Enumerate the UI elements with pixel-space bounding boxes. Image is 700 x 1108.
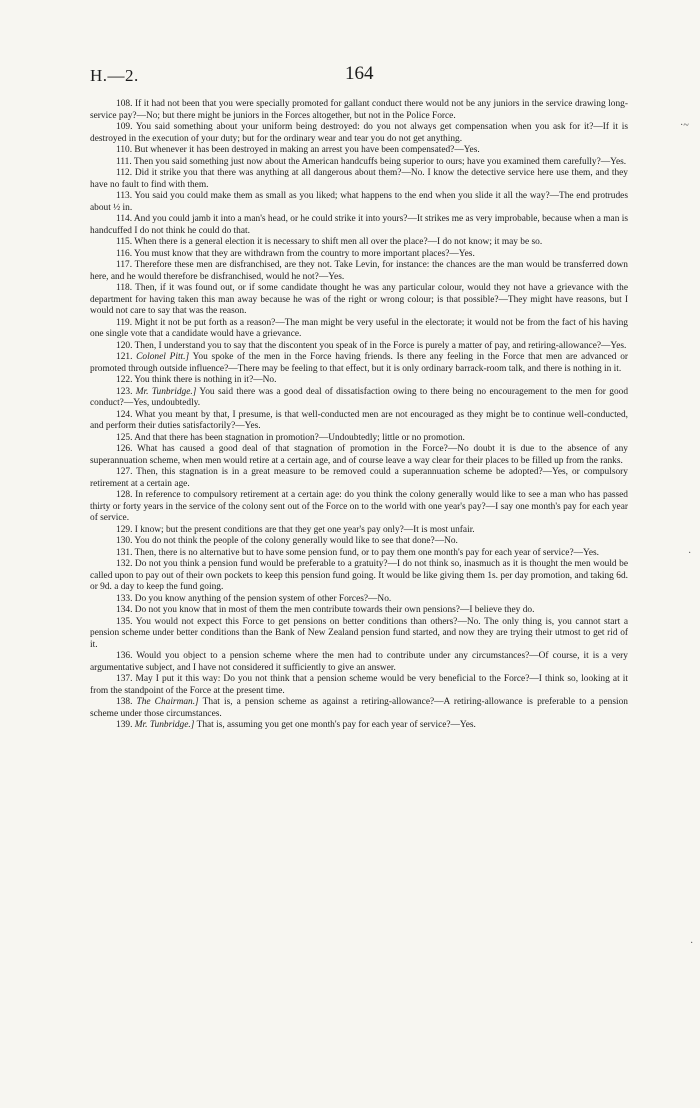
entry-text: 133. Do you know anything of the pension system of other Forces?—No. bbox=[116, 593, 392, 604]
question-answer-entry bbox=[90, 433, 628, 445]
question-answer-entry bbox=[90, 145, 628, 157]
entry-text: 125. And that there has been stagnation in promotion?—Undoubtedly; little or no promotion. bbox=[116, 432, 465, 443]
entry-text: 130. You do not think the people of the colony generally would like to see that done?—No. bbox=[116, 536, 458, 546]
page-header bbox=[90, 63, 630, 90]
entry-text: 135. You would not expect this Force to get pensions on better conditions than others?—No. The only thing is, you cannot start a pension scheme under better conditions than the Bank of New Zealand pension fund started, and now they are trying their utmost to get rid of it. bbox=[90, 616, 628, 650]
speaker-label: Mr. Tunbridge.] bbox=[134, 720, 195, 730]
entry-text: 118. Then, if it was found out, or if some candidate thought he was any particular colour, would they not have a grievance with the department for having taken this man away because he was of the right or wrong colour; is that possible?—They might have reasons, but I would not care to say that was the reason. bbox=[90, 283, 628, 316]
entry-text: 117. Therefore these men are disfranchised, are they not. Take Levin, for instance: the chances are the man would be transferred down here, and he would therefore be disfranchised, would he not?—Yes. bbox=[90, 260, 628, 282]
question-answer-entry bbox=[90, 605, 628, 617]
question-answer-entry bbox=[90, 352, 628, 375]
question-answer-entry bbox=[90, 697, 628, 720]
question-answer-entry bbox=[90, 318, 628, 341]
entry-text: 111. Then you said something just now about the American handcuffs being superior to ours; have you examined them carefully?—Yes. bbox=[116, 156, 627, 167]
entry-text: 128. In reference to compulsory retirement at a certain age: do you think the colony generally would like to see a man who has passed thirty or forty years in the service of the colony sent out of the Force on to the world with one year's pay?—I say one month's pay for each year of service. bbox=[90, 490, 628, 523]
question-number: 123. bbox=[116, 386, 133, 397]
question-answer-entry bbox=[90, 122, 628, 145]
speaker-label: Colonel Pitt.] bbox=[136, 352, 190, 362]
question-number: 138. bbox=[116, 697, 133, 707]
question-answer-entry bbox=[90, 341, 628, 353]
entry-text: 137. May I put it this way: Do you not think that a pension scheme would be very beneficial to the Force?—I think so, looking at it from the standpoint of the Force at the present time. bbox=[90, 674, 628, 696]
entry-text: 124. What you meant by that, I presume, is that well-conducted men are not encouraged as they might be to continue well-conducted, and perform their duties satisfactorily?—Yes. bbox=[90, 409, 628, 431]
entry-text: That is, assuming you get one month's pay for each year of service?—Yes. bbox=[196, 720, 476, 730]
entry-text: 114. And you could jamb it into a man's head, or he could strike it into yours?—It strikes me as very improbable, because when a man is handcuffed I do not think he could do that. bbox=[90, 214, 628, 236]
question-answer-entry bbox=[90, 283, 628, 318]
question-answer-entry bbox=[90, 191, 628, 214]
entry-text: 116. You must know that they are withdrawn from the country to more important places?—Yes. bbox=[116, 248, 475, 259]
speaker-label: Mr. Tunbridge.] bbox=[135, 386, 197, 397]
question-answer-entry bbox=[90, 237, 628, 249]
question-answer-entry bbox=[90, 467, 628, 490]
entry-text: You said there was a good deal of dissatisfaction owing to there being no encouragement to the men for good conduct?—Yes, undoubtedly. bbox=[90, 386, 629, 408]
entry-text: 109. You said something about your uniform being destroyed: do you not always get compensation when you ask for it?—If it is destroyed in the execution of your duty; but for the ordinary wear and tear you do not get anything. bbox=[90, 122, 628, 144]
entry-text: That is, a pension scheme as against a retiring-allowance?—A retiring-allowance is preferable to a pension scheme under those circumstances. bbox=[90, 697, 628, 719]
question-answer-entry bbox=[90, 559, 628, 594]
question-answer-entry bbox=[90, 548, 628, 560]
question-answer-entry bbox=[90, 594, 628, 606]
entry-text: 120. Then, I understand you to say that the discontent you speak of in the Force is purely a matter of pay, and retiring-allowance?—Yes. bbox=[116, 340, 627, 351]
question-answer-entry bbox=[90, 99, 628, 122]
entry-text: 115. When there is a general election it is necessary to shift men all over the place?—I do not know; it may be so. bbox=[116, 237, 543, 247]
entry-text: 131. Then, there is no alternative but to have some pension fund, or to pay them one month's pay for each year of service?—Yes. bbox=[116, 547, 599, 558]
document-reference: H.—2. bbox=[90, 66, 139, 85]
question-answer-entry bbox=[90, 410, 628, 433]
question-number: 121. bbox=[116, 352, 133, 362]
entry-text: 134. Do not you know that in most of them the men contribute towards their own pensions?—I believe they do. bbox=[116, 605, 535, 615]
entry-text: 119. Might it not be put forth as a reason?—The man might be very useful in the electorate; it would not be from the fact of his having one single vote that a candidate would have a grievance. bbox=[90, 317, 628, 339]
entry-text: 127. Then, this stagnation is in a great measure to be removed could a superannuation scheme be adopted?—Yes, or compulsory retirement at a certain age. bbox=[90, 467, 628, 489]
entry-text: 110. But whenever it has been destroyed in making an arrest you have been compensated?—Yes. bbox=[116, 145, 480, 155]
question-answer-entry bbox=[90, 249, 628, 261]
margin-mark: · bbox=[690, 938, 694, 949]
question-answer-entry bbox=[90, 525, 628, 537]
question-answer-entry bbox=[90, 720, 628, 732]
question-answer-entry bbox=[90, 375, 628, 387]
margin-mark: ·~ bbox=[680, 120, 689, 131]
entry-text: You spoke of the men in the Force having friends. Is there any feeling in the Force that men are advanced or promoted through outside influence?—There may be feeling to that effect, but it is only ordinary barrack-room talk, and there is nothing in it. bbox=[90, 352, 629, 374]
entry-text: 129. I know; but the present conditions are that they get one year's pay only?—It is most unfair. bbox=[116, 524, 475, 535]
question-answer-entry bbox=[90, 214, 628, 237]
entry-text: 113. You said you could make them as small as you liked; what happens to the end when you slide it all the way?—The end protrudes about ½ in. bbox=[90, 191, 628, 213]
entry-text: 112. Did it strike you that there was anything at all dangerous about them?—No. I know the detective service here use them, and they have no fault to find with them. bbox=[90, 168, 628, 190]
entry-text: 108. If it had not been that you were specially promoted for gallant conduct there would not be any juniors in the service drawing long-service pay?—No; but there might be juniors in the Forces altogether, but not in the Police Force. bbox=[90, 99, 628, 121]
question-answer-entry bbox=[90, 536, 628, 548]
testimony-body bbox=[90, 99, 628, 732]
entry-text: 122. You think there is nothing in it?—No. bbox=[116, 375, 277, 385]
entry-text: 136. Would you object to a pension scheme where the men had to contribute under any circumstances?—Of course, it is a very argumentative subject, and I have not considered it sufficiently to give an answer. bbox=[90, 651, 628, 673]
speaker-label: The Chairman.] bbox=[136, 697, 199, 707]
question-answer-entry bbox=[90, 168, 628, 191]
entry-text: 132. Do not you think a pension fund would be preferable to a gratuity?—I do not think so, inasmuch as it is thought the men would be called upon to pay out of their own pockets to keep this pension fund going. It would be like giving them 1s. per day promotion, and taking 6d. or 9d. a day to keep the fund going. bbox=[90, 559, 628, 592]
question-answer-entry bbox=[90, 387, 628, 410]
margin-mark: · bbox=[688, 548, 692, 559]
question-answer-entry bbox=[90, 651, 628, 674]
question-answer-entry bbox=[90, 674, 628, 697]
entry-text: 126. What has caused a good deal of that stagnation of promotion in the Force?—No doubt it is due to the absence of any superannuation scheme, when men would retire at a certain age, and of course leave a way clear for their places to be filled up from the ranks. bbox=[90, 444, 628, 466]
question-answer-entry bbox=[90, 617, 628, 652]
page-number: 164 bbox=[345, 63, 374, 84]
question-answer-entry bbox=[90, 490, 628, 525]
question-answer-entry bbox=[90, 444, 628, 467]
question-answer-entry bbox=[90, 157, 628, 169]
question-number: 139. bbox=[116, 720, 133, 730]
question-answer-entry bbox=[90, 260, 628, 283]
